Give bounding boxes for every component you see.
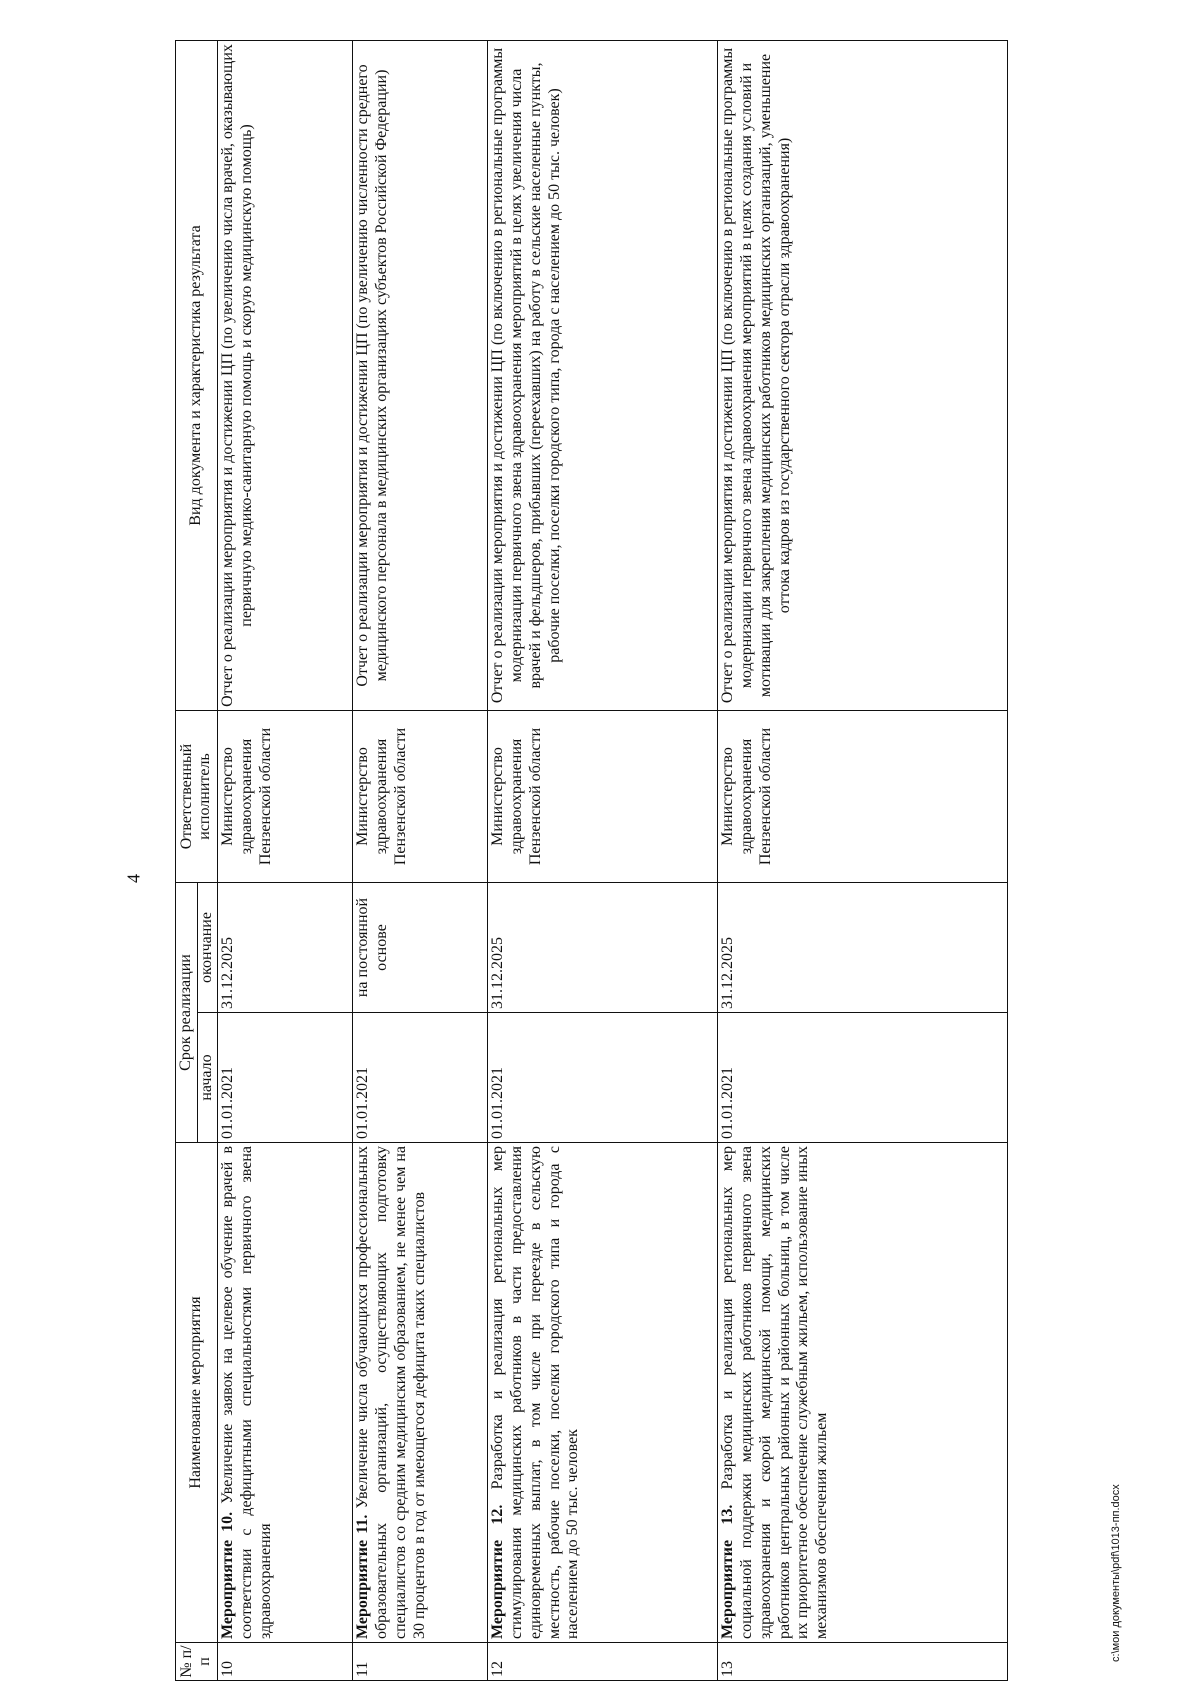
file-path-footer: c:\мои документы\pdf\1013-пп.docx [1110,1484,1122,1662]
measure-name [352,1143,487,1643]
header-start: начало [198,1013,218,1143]
executor: Министерство здравоохранения Пензенской области [352,710,487,882]
executor: Министерство здравоохранения Пензенской области [717,710,1007,882]
measure-text: Разработка и реализация региональных мер стимулирования медицинских работников в части предоставления единовременных выплат, в том числе при переезде в сельскую местность, рабочие поселки, поселки городского типа и города с населением до 50 тыс. человек [488,1146,582,1639]
start-date: 01.01.2021 [352,1013,487,1143]
measure-text: Разработка и реализация региональных мер социальной поддержки медицинских работников первичного звена здравоохранения и скорой медицинской помощи, медицинских работников центральных районных и районных больниц, в том числе их приоритетное обеспечение служебным жильем, использование иных механизмов обеспечения жильем [718,1146,831,1639]
end-date: 31.12.2025 [487,882,717,1012]
measure-name [487,1143,717,1643]
row-number: 10 [217,1643,352,1681]
table-row [717,40,1007,1680]
row-number: 12 [487,1643,717,1681]
measure-text: Увеличение числа обучающихся профессиональных образовательных организаций, осуществляющих подготовку специалистов со средним медицинским образованием, не менее чем на 30 процентов в год от имеющегося дефицита таких специалистов [353,1146,428,1639]
table-header-row [176,40,198,1680]
header-executor: Ответственный исполнитель [176,710,218,882]
header-num: № п/п [176,1643,218,1681]
end-date: 31.12.2025 [217,882,352,1012]
page-number: 4 [123,874,144,883]
measure-name [717,1143,1007,1643]
result-document: Отчет о реализации мероприятия и достижении ЦП (по включению в региональные программы модернизации первичного звена здравоохранения мероприятий в целях увеличения числа врачей и фельдшеров, прибывших (переехавших) на работу в сельские населенные пункты, рабочие поселки, поселки городского типа, города с населением до 50 тыс. человек) [487,40,717,710]
header-end: окончание [198,882,218,1012]
table-row [352,40,487,1680]
start-date: 01.01.2021 [487,1013,717,1143]
executor: Министерство здравоохранения Пензенской области [217,710,352,882]
table-row [487,40,717,1680]
end-date: 31.12.2025 [717,882,1007,1012]
measure-title: Мероприятие 11. [353,1514,371,1639]
table-row [217,40,352,1680]
executor: Министерство здравоохранения Пензенской области [487,710,717,882]
header-period: Срок реализации [176,882,198,1142]
measure-text: Увеличение заявок на целевое обучение врачей в соответствии с дефицитными специальностями первичного звена здравоохранения [218,1146,274,1639]
row-number: 13 [717,1643,1007,1681]
header-name: Наименование мероприятия [176,1143,218,1643]
row-number: 11 [352,1643,487,1681]
end-date: на постоянной основе [352,882,487,1012]
measure-name [217,1143,352,1643]
result-document: Отчет о реализации мероприятия и достижении ЦП (по увеличению численности среднего медицинского персонала в медицинских организациях субъектов Российской Федерации) [352,40,487,710]
measure-title: Мероприятие 13. [718,1504,736,1639]
start-date: 01.01.2021 [217,1013,352,1143]
measures-table-container [175,41,1003,1681]
header-result: Вид документа и характеристика результата [176,40,218,710]
measure-title: Мероприятие 12. [488,1504,506,1639]
start-date: 01.01.2021 [717,1013,1007,1143]
measures-table [175,40,1008,1681]
measure-title: Мероприятие 10. [218,1511,236,1639]
result-document: Отчет о реализации мероприятия и достижении ЦП (по включению в региональные программы модернизации первичного звена здравоохранения мероприятий в целях создания условий и мотивации для закрепления медицинских работников медицинских организаций, уменьшение оттока кадров из государственного сектора отрасли здравоохранения) [717,40,1007,710]
result-document: Отчет о реализации мероприятия и достижении ЦП (по увеличению числа врачей, оказывающих первичную медико-санитарную помощь и скорую медицинскую помощь) [217,40,352,710]
